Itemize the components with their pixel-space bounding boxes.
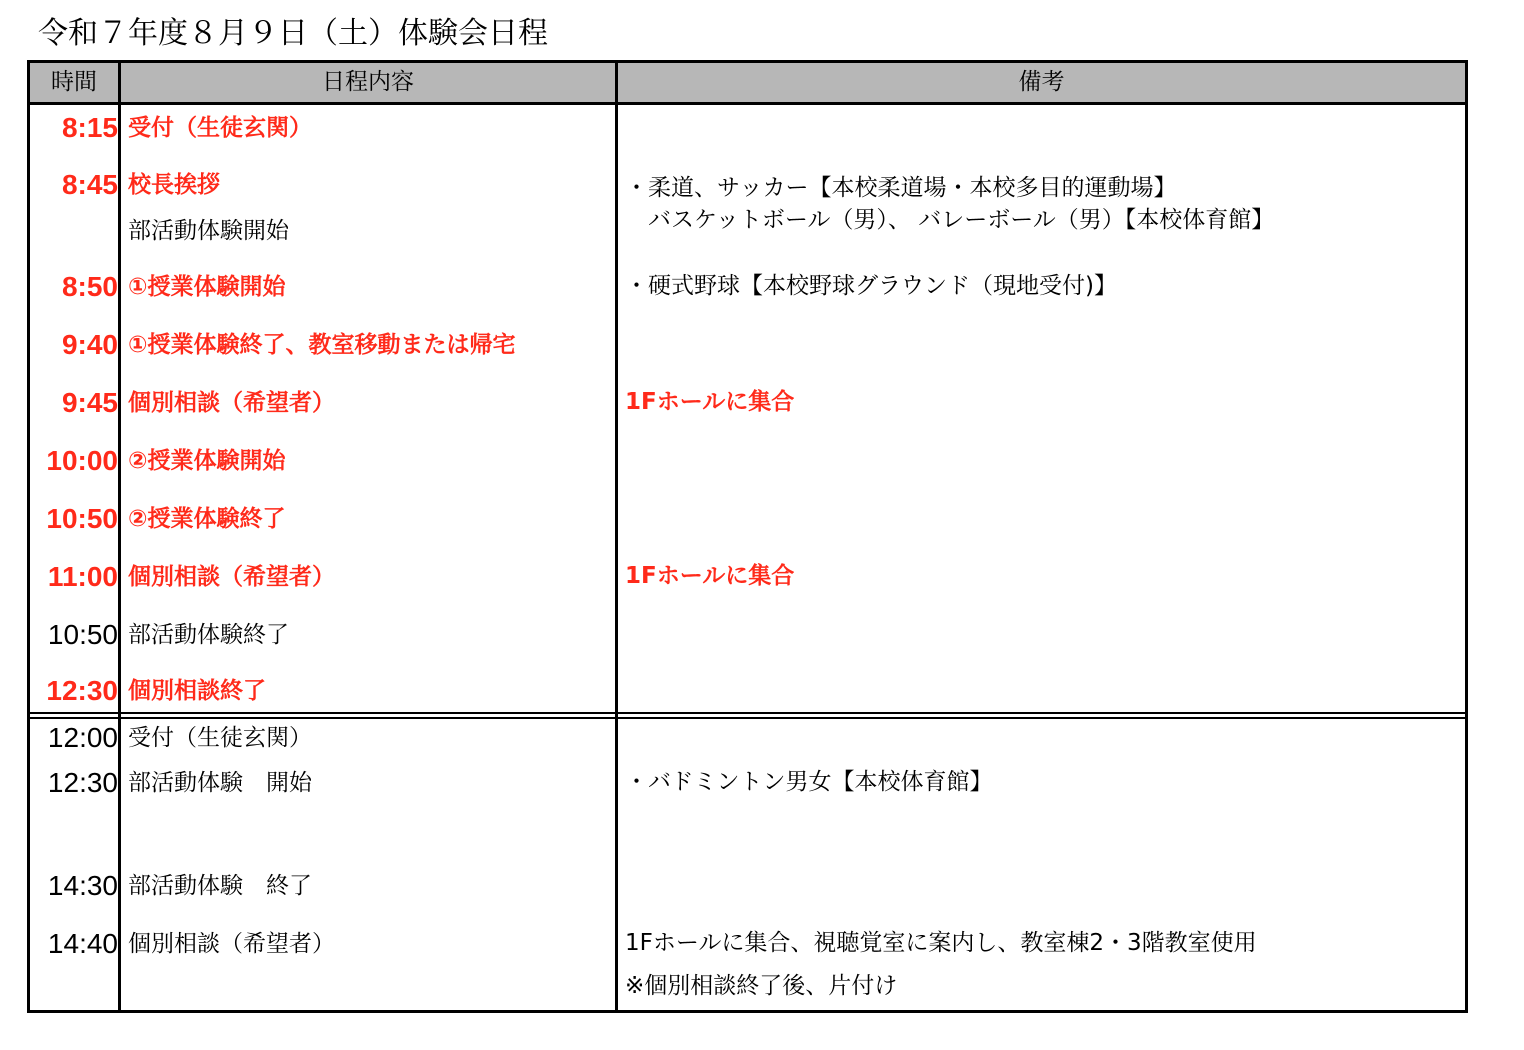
note-text: 1Fホールに集合 (625, 389, 795, 415)
row-time: 10:50 (46, 503, 118, 534)
row-time: 12:30 (47, 767, 118, 798)
column-divider (615, 63, 618, 1010)
header-notes: 備考 (1018, 69, 1065, 95)
row-time: 9:40 (61, 329, 118, 360)
row-time: 10:50 (47, 619, 118, 650)
row-content: 校長挨拶 (128, 172, 220, 198)
row-content: ①授業体験終了、教室移動または帰宅 (128, 332, 516, 358)
row-time: 9:45 (61, 387, 118, 418)
header-content: 日程内容 (322, 69, 414, 95)
row-content: ①授業体験開始 (128, 274, 286, 300)
note-text: 1Fホールに集合、視聴覚室に案内し、教室棟2・3階教室使用 (625, 930, 1257, 956)
note-text: ※個別相談終了後、片付け (625, 973, 898, 999)
row-time: 10:00 (46, 445, 118, 476)
row-time: 8:50 (61, 271, 118, 302)
row-content: 受付（生徒玄関） (128, 115, 312, 141)
note-text: ・バドミントン男女【本校体育館】 (625, 769, 993, 795)
row-content: 個別相談（希望者） (128, 390, 335, 416)
row-time: 14:30 (47, 870, 118, 901)
row-time: 11:00 (47, 561, 118, 592)
row-content: 部活動体験終了 (128, 622, 289, 648)
section-divider (30, 712, 1465, 714)
row-time: 8:45 (61, 169, 118, 200)
row-time: 14:40 (47, 928, 118, 959)
row-time: 12:30 (46, 675, 118, 706)
note-text: ・硬式野球【本校野球グラウンド（現地受付)】 (625, 273, 1117, 299)
row-content: 個別相談（希望者） (128, 564, 335, 590)
row-content: ②授業体験終了 (128, 506, 286, 532)
row-content: 個別相談終了 (128, 678, 266, 704)
row-content: 受付（生徒玄関） (128, 725, 312, 751)
schedule-table (27, 60, 1468, 1013)
table-header (30, 63, 1465, 105)
row-content: 個別相談（希望者） (128, 931, 335, 957)
row-content-sub: 部活動体験開始 (128, 218, 289, 244)
column-divider (118, 63, 121, 1010)
section-divider (30, 717, 1465, 719)
row-content: 部活動体験 開始 (128, 770, 312, 796)
page-title: 令和７年度８月９日（土）体験会日程 (38, 16, 548, 51)
row-content: 部活動体験 終了 (128, 873, 312, 899)
row-time: 8:15 (61, 112, 118, 143)
row-content: ②授業体験開始 (128, 448, 286, 474)
header-time: 時間 (51, 69, 97, 95)
note-text: バスケットボール（男）、 バレーボール（男）【本校体育館】 (625, 207, 1275, 233)
note-text: ・柔道、サッカー【本校柔道場・本校多目的運動場】 (625, 175, 1177, 201)
row-time: 12:00 (47, 722, 118, 753)
note-text: 1Fホールに集合 (625, 563, 795, 589)
